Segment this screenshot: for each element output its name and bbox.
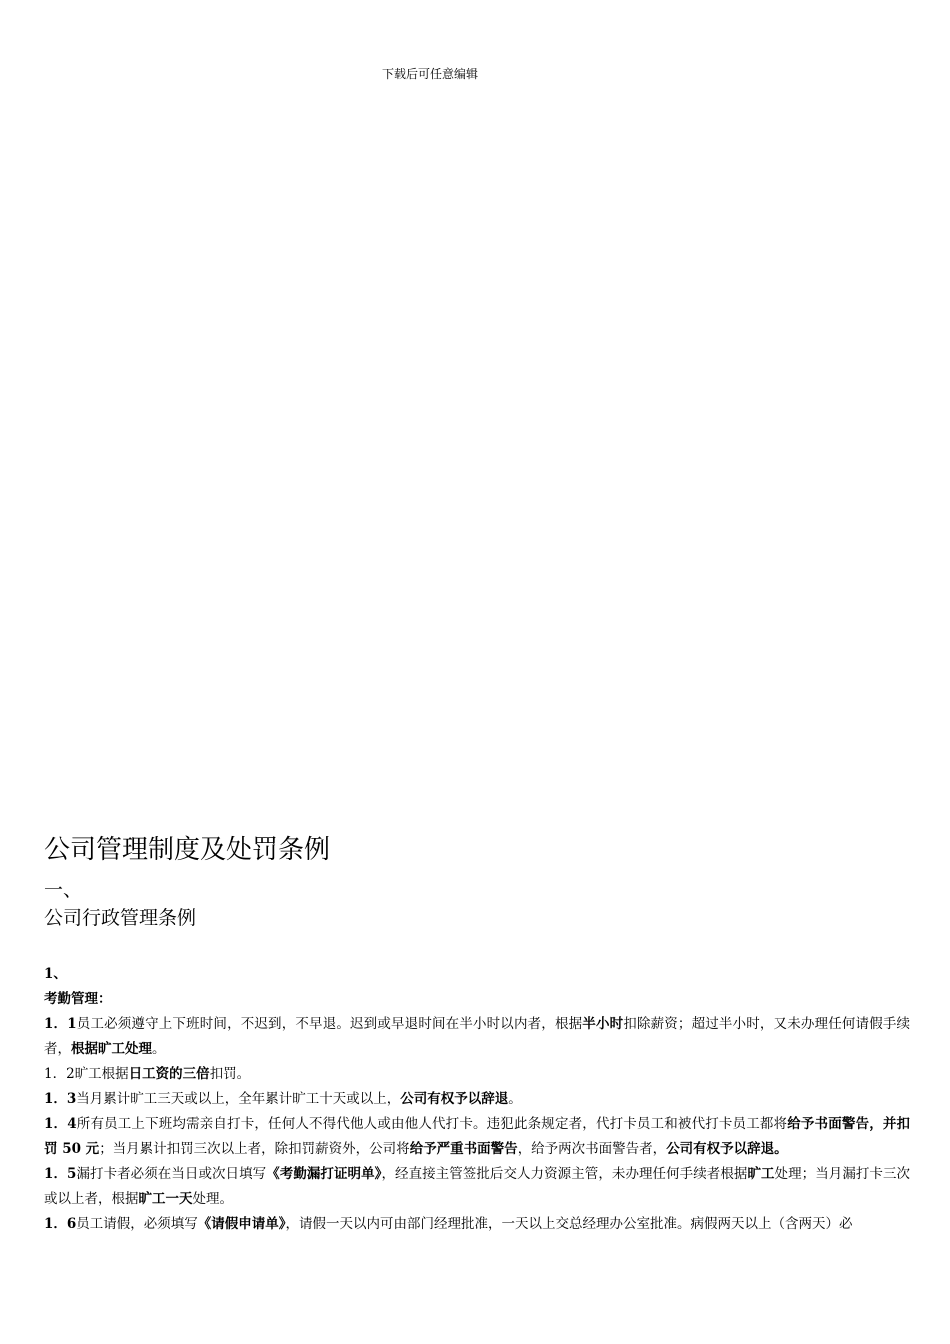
rule-text: 员工请假，必须填写 bbox=[76, 1216, 198, 1232]
rule-emphasis: 根据旷工处理 bbox=[71, 1041, 152, 1057]
rule-number: 1．2 bbox=[44, 1066, 75, 1082]
rule-text: 当月累计旷工三天或以上，全年累计旷工十天或以上， bbox=[76, 1091, 401, 1107]
rule-emphasis: 旷工一天 bbox=[138, 1191, 193, 1207]
rule-text: ，请假一天以内可由部门经理批准，一天以上交总经理办公室批准。病假两天以上（含两天）必 bbox=[285, 1216, 853, 1232]
rule-1-6 bbox=[44, 1212, 910, 1237]
rule-emphasis: 给予严重书面警告 bbox=[409, 1141, 518, 1157]
rule-text: 处理。 bbox=[192, 1191, 233, 1207]
rule-1-1 bbox=[44, 1012, 910, 1062]
header-note: 下载后可任意编辑 bbox=[382, 67, 479, 81]
rule-emphasis: 公司有权予以辞退。 bbox=[666, 1141, 788, 1157]
section-number: 一、 bbox=[44, 879, 83, 901]
rule-text: 漏打卡者必须在当日或次日填写 bbox=[76, 1166, 267, 1182]
rule-text: 扣除薪资；超过半小时，又未办理任何请假手续者， bbox=[44, 1016, 911, 1057]
rule-emphasis: 《请假申请单》 bbox=[197, 1216, 286, 1232]
rule-1-3 bbox=[44, 1087, 910, 1112]
section-title: 公司行政管理条例 bbox=[44, 907, 197, 929]
subsection-title: 考勤管理： bbox=[44, 991, 112, 1007]
rule-text: 。 bbox=[152, 1041, 166, 1057]
rule-emphasis: 半小时 bbox=[582, 1016, 624, 1032]
rule-emphasis: 公司有权予以辞退 bbox=[400, 1091, 509, 1107]
document-body bbox=[44, 830, 910, 1237]
rule-number: 1．5 bbox=[44, 1166, 77, 1182]
rule-emphasis: 日工资的三倍 bbox=[128, 1066, 210, 1082]
rule-text: ，给予两次书面警告者， bbox=[517, 1141, 667, 1157]
rule-number: 1．6 bbox=[44, 1216, 77, 1232]
rule-1-4 bbox=[44, 1112, 910, 1162]
rule-emphasis: 旷工 bbox=[747, 1166, 775, 1182]
rule-number: 1．1 bbox=[44, 1016, 77, 1032]
rule-1-5 bbox=[44, 1162, 910, 1212]
rule-number: 1．4 bbox=[44, 1116, 77, 1132]
rule-text: 员工必须遵守上下班时间，不迟到，不早退。迟到或早退时间在半小时以内者，根据 bbox=[76, 1016, 583, 1032]
rule-text: ，经直接主管签批后交人力资源主管，未办理任何手续者根据 bbox=[381, 1166, 748, 1182]
rule-text: ；当月累计扣罚三次以上者，除扣罚薪资外，公司将 bbox=[99, 1141, 410, 1157]
rule-number: 1．3 bbox=[44, 1091, 77, 1107]
rule-text: 。 bbox=[508, 1091, 522, 1107]
rule-emphasis: 《考勤漏打证明单》 bbox=[266, 1166, 382, 1182]
rule-1-2 bbox=[44, 1062, 910, 1087]
rule-text: 扣罚。 bbox=[209, 1066, 251, 1082]
subsection-number: 1、 bbox=[44, 966, 67, 982]
rule-text: 旷工根据 bbox=[74, 1066, 129, 1082]
rule-text: 所有员工上下班均需亲自打卡，任何人不得代他人或由他人代打卡。违犯此条规定者，代打卡员工和被代打卡员工都将 bbox=[76, 1116, 788, 1132]
spacer bbox=[44, 932, 910, 962]
rule-text: 处理；当月漏打卡三次或以上者，根据 bbox=[44, 1166, 911, 1207]
rule-emphasis: 给予书面警告，并扣罚 50 元 bbox=[44, 1116, 911, 1157]
document-title: 公司管理制度及处罚条例 bbox=[44, 835, 331, 865]
